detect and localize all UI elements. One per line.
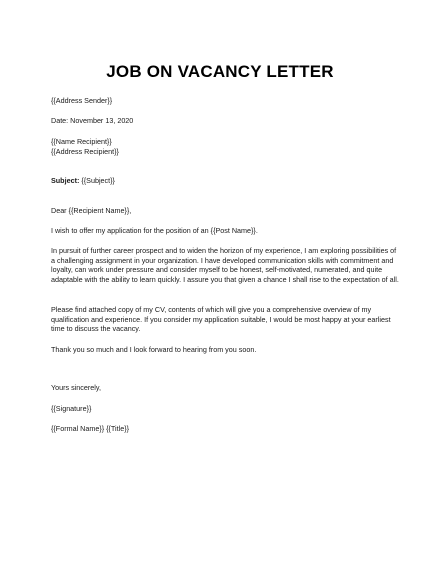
letter-title: JOB ON VACANCY LETTER bbox=[106, 62, 334, 81]
paragraph-intro: I wish to offer my application for the position of an {{Post Name}}. bbox=[51, 226, 258, 235]
paragraph-experience: In pursuit of further career prospect and to widen the horizon of my experience, I am exploring possibilities of a challenging assignment in your organization. I have developed communication skills with commitment and loyalty, can work under pressure and consider myself to be honest, self-motivated, numerated, and quite adaptable with the ability to learn quickly. I assure you that given a chance I shall rise to the expectation of all. bbox=[51, 246, 399, 284]
name-recipient: {{Name Recipient}} bbox=[51, 137, 112, 146]
paragraph-cv: Please find attached copy of my CV, contents of which will give you a comprehensive overview of my qualification and experience. If you consider my application suitable, I would be most happy at your earliest time to discuss the vacancy. bbox=[51, 305, 391, 334]
subject-line bbox=[51, 176, 115, 186]
address-sender: {{Address Sender}} bbox=[51, 96, 113, 105]
signature: {{Signature}} bbox=[51, 404, 92, 413]
salutation: Dear {{Recipient Name}}, bbox=[51, 206, 132, 215]
paragraph-thanks: Thank you so much and I look forward to hearing from you soon. bbox=[51, 345, 257, 354]
address-recipient: {{Address Recipient}} bbox=[51, 147, 119, 156]
closing: Yours sincerely, bbox=[51, 383, 101, 392]
letter-date: Date: November 13, 2020 bbox=[51, 116, 134, 125]
subject-label: Subject: bbox=[51, 176, 80, 185]
subject-value: {{Subject}} bbox=[79, 176, 115, 185]
formal-name-title: {{Formal Name}} {{Title}} bbox=[51, 424, 130, 433]
